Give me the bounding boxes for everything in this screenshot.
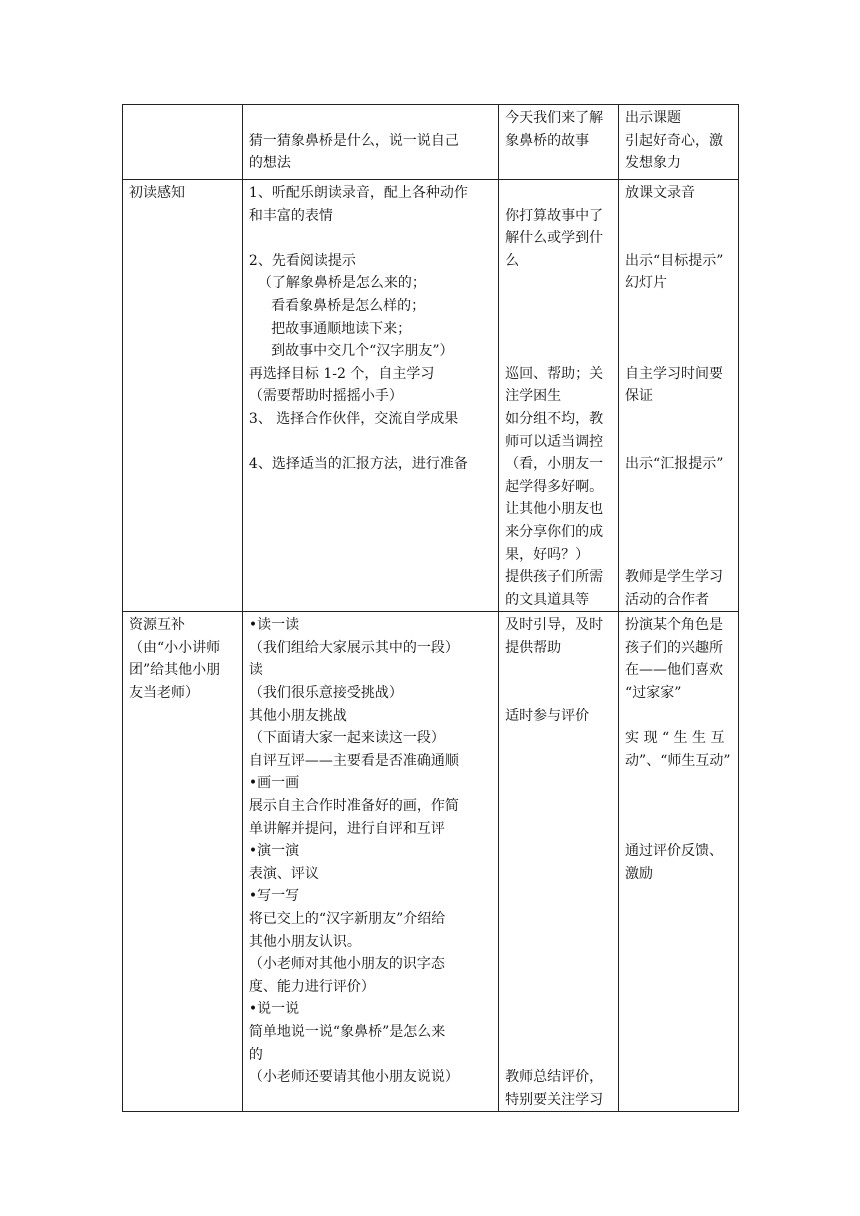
cell-text-line [505,659,612,682]
cell-text-line: 么 [505,252,520,269]
cell-text-line: （了解象鼻桥是怎么来的； [248,275,426,292]
cell-text-line [625,498,732,521]
table-row [123,612,739,1112]
cell-text-line [505,885,612,908]
cell-text-line [625,295,732,318]
cell-text-line: 象鼻桥的故事 [505,132,590,149]
cell-text-line: 果，好吗？） [505,546,590,563]
cell-text-line: 将已交上的“汉字新朋友”介绍给 [248,911,446,927]
cell-text-line: （由“小小讲师 [129,639,221,656]
cell-text-line [625,431,732,454]
cell-text-line: 简单地说一说“象鼻桥”是怎么来 [248,1023,446,1040]
cell-text-line: 再选择目标 1-2 个，自主学习 [248,365,435,382]
cell-text-line: 如分组不均，教 [505,410,604,427]
cell-text-line [505,318,612,341]
cell-text-line: （我们组给大家展示其中的一段） [248,639,459,656]
student-activity-cell [242,612,498,1112]
cell-text-line [625,795,732,818]
cell-text-line: 通过评价反馈、 [625,843,724,860]
cell-text-line: 初读感知 [129,185,185,201]
cell-text-line: 表演、评议 [248,865,319,882]
cell-text-line: 的想法 [248,155,291,172]
cell-text-line: 资源互补 [129,617,185,634]
cell-text-line [505,727,612,750]
cell-text-line [505,795,612,818]
cell-text-line: 团”给其他小朋 [129,662,221,679]
cell-text-line: （小老师对其他小朋友的识字态 [248,956,445,973]
cell-text-line: 的文具道具等 [505,591,590,608]
cell-text-line [505,953,612,976]
cell-text-line: （需要帮助时摇摇小手） [248,388,403,405]
cell-text-line [625,408,732,431]
cell-text-line: 自评互评——主要看是否准确通顺 [248,752,459,769]
cell-text-line: 教师是学生学习 [625,569,724,586]
cell-text-line: 看看象鼻桥是怎么样的； [248,297,426,314]
cell-text-line: •写一写 [248,888,300,905]
cell-text-line: •说一说 [248,1001,300,1018]
cell-text-line: 出示课题 [625,110,682,126]
cell-text-line: 特别要关注学习 [505,1091,604,1108]
student-activity-cell [242,180,498,612]
cell-text-line: 友当老师） [129,685,199,702]
cell-text-line [505,976,612,999]
cell-text-line: 4、选择适当的汇报方法，进行准备 [248,456,468,473]
cell-text-line: 引起好奇心，激 [625,132,724,149]
lesson-plan-body [123,105,739,1112]
cell-text-line: 你打算故事中了 [505,207,604,224]
cell-text-line: 幻灯片 [625,275,668,292]
cell-text-line: 到故事中交几个“汉字朋友”） [248,343,454,360]
cell-text-line: 猜一猜象鼻桥是什么，说一说自己 [248,132,459,149]
cell-text-line [505,1044,612,1067]
cell-text-line: 单讲解并提问，进行自评和互评 [248,820,445,837]
cell-text-line: 出示“目标提示” [625,252,724,269]
design-intent-cell [619,180,739,612]
cell-text-line: （看，小朋友一 [505,456,604,473]
cell-text-line: 实 现 “ 生 生 互 [625,730,725,747]
cell-text-line [505,931,612,954]
teacher-activity-cell [499,180,619,612]
cell-text-line: 激励 [625,865,654,882]
cell-text-line: •画一画 [248,775,300,792]
cell-text-line: “过家家” [625,685,682,702]
cell-text-line: 自主学习时间要 [625,365,724,382]
cell-text-line: 提供孩子们所需 [505,569,604,586]
cell-text-line: 保证 [625,388,654,405]
cell-text-line: 读 [248,662,263,679]
design-intent-cell [619,612,739,1112]
cell-text-line [505,818,612,841]
cell-text-line: 其他小朋友挑战 [248,707,347,724]
cell-text-line: 教师总结评价， [505,1069,604,1086]
cell-text-line [625,476,732,499]
cell-text-line [505,908,612,931]
cell-text-line [625,521,732,544]
cell-text-line [625,205,732,228]
teacher-activity-cell [499,612,619,1112]
cell-text-line [625,818,732,841]
cell-text-line [505,998,612,1021]
cell-text-line: 孩子们的兴趣所 [625,639,724,656]
cell-text-line: 出示“汇报提示” [625,456,724,473]
cell-text-line [505,295,612,318]
cell-text-line: 适时参与评价 [505,707,590,724]
cell-text-line [249,107,492,130]
cell-text-line: 放课文录音 [625,185,696,201]
cell-text-line [505,772,612,795]
cell-text-line: 注学困生 [505,388,562,405]
cell-text-line: 1、听配乐朗读录音，配上各种动作 [248,185,468,201]
cell-text-line [505,840,612,863]
cell-text-line [625,340,732,363]
cell-text-line [625,318,732,341]
cell-text-line: 今天我们来了解 [505,110,604,126]
cell-text-line: 巡回、帮助；关 [505,365,604,382]
cell-text-line: 活动的合作者 [625,591,710,608]
student-activity-cell [242,105,498,180]
cell-text-line [505,682,612,705]
cell-text-line: 度、能力进行评价） [248,978,375,995]
cell-text-line: •演一演 [248,843,300,860]
cell-text-line: 扮演某个角色是 [625,617,724,634]
cell-text-line: 在——他们喜欢 [625,662,724,679]
cell-text-line [505,1021,612,1044]
cell-text-line: 及时引导，及时 [505,617,604,634]
cell-text-line [625,705,732,728]
cell-text-line [625,227,732,250]
stage-cell [123,105,243,180]
cell-text-line: （我们很乐意接受挑战） [248,685,403,702]
cell-text-line [249,227,492,250]
cell-text-line: 让其他小朋友也 [505,501,604,518]
cell-text-line: （小老师还要请其他小朋友说说） [248,1069,459,1086]
cell-text-line [505,340,612,363]
cell-text-line: 展示自主合作时准备好的画，作简 [248,798,459,815]
cell-text-line [625,544,732,567]
cell-text-line [505,750,612,773]
cell-text-line: 其他小朋友认识。 [248,933,361,950]
cell-text-line: 的 [248,1046,263,1063]
cell-text-line: 3、 选择合作伙伴，交流自学成果 [248,410,459,427]
cell-text-line: 2、先看阅读提示 [248,252,356,269]
cell-text-line: 师可以适当调控 [505,433,604,450]
cell-text-line [249,431,492,454]
table-row [123,105,739,180]
table-row [123,180,739,612]
cell-text-line: •读一读 [248,617,300,634]
cell-text-line: 起学得多好啊。 [505,478,604,495]
cell-text-line: 发想象力 [625,155,682,172]
cell-text-line: 把故事通顺地读下来； [248,320,412,337]
cell-text-line: 动”、“师生互动” [625,752,731,769]
cell-text-line: （下面请大家一起来读这一段） [248,730,445,747]
cell-text-line [625,772,732,795]
lesson-plan-table [122,104,739,1112]
teacher-activity-cell [499,105,619,180]
design-intent-cell [619,105,739,180]
stage-cell [123,612,243,1112]
cell-text-line [505,182,612,205]
stage-cell [123,180,243,612]
cell-text-line: 提供帮助 [505,639,562,656]
cell-text-line: 和丰富的表情 [248,207,333,224]
cell-text-line [505,272,612,295]
cell-text-line: 解什么或学到什 [505,230,604,247]
cell-text-line: 来分享你们的成 [505,523,604,540]
cell-text-line [505,863,612,886]
